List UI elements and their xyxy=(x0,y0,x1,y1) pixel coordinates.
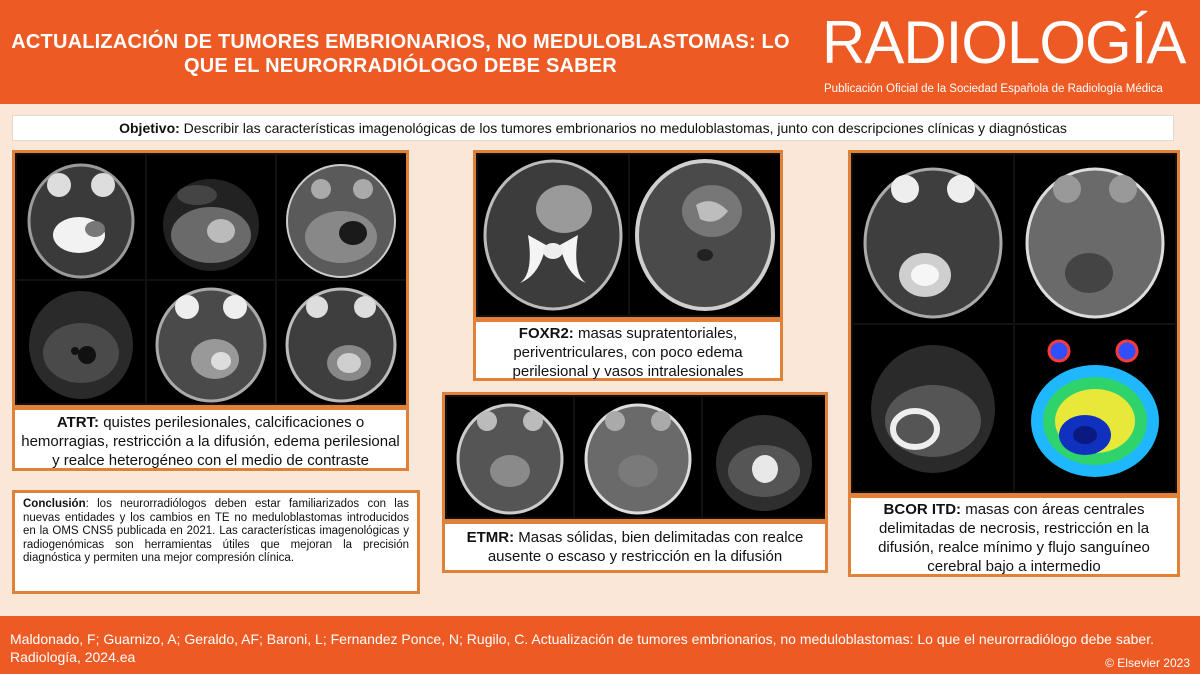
footer-banner xyxy=(0,616,1200,674)
atrt-scan-t2-coronal xyxy=(147,281,275,403)
bcor-scan-t1-contrast xyxy=(1015,155,1175,323)
etmr-text: Masas sólidas, bien delimitadas con realce ausente o escaso y restricción en la difusión xyxy=(487,529,804,565)
etmr-caption xyxy=(442,521,828,573)
conclusion-text: : los neurorradiólogos deben estar familiarizados con las nuevas entidades y los cambios en TE no meduloblastomas introducidos en la OMS CNS5 publicada en 2021. Las características imagenológicas y radiogenómicas son herramientas útiles que mejoran la precisión diagnóstica y permiten una mejor compresión clínica. xyxy=(23,498,409,564)
etmr-image-panel xyxy=(442,392,828,522)
etmr-label: ETMR: xyxy=(466,529,515,546)
foxr2-scan-t1-contrast xyxy=(630,155,780,315)
etmr-scan-dwi xyxy=(703,397,825,517)
bcor-text: masas con áreas centrales delimitadas de necrosis, restricción en la difusión, realce mínimo y flujo sanguíneo cerebral bajo a intermedio xyxy=(878,501,1150,575)
objective-box xyxy=(12,115,1174,141)
atrt-caption xyxy=(12,407,409,471)
foxr2-label: FOXR2: xyxy=(518,325,574,342)
foxr2-text: masas supratentoriales, periventriculares, con poco edema perilesional y vasos intralesionales xyxy=(512,325,744,380)
foxr2-caption xyxy=(473,319,783,381)
journal-brand xyxy=(822,10,1192,100)
atrt-scan-adc xyxy=(277,155,406,279)
bcor-image-panel xyxy=(848,150,1180,496)
atrt-scan-t2-axial xyxy=(17,155,145,279)
atrt-text: quistes perilesionales, calcificaciones o hemorragias, restricción a la difusión, edema perilesional y realce heterogéneo con el medio de contraste xyxy=(21,414,400,469)
copyright-text: © Elsevier 2023 xyxy=(1105,656,1190,670)
bcor-label: BCOR ITD: xyxy=(883,501,962,518)
atrt-label: ATRT: xyxy=(56,414,100,431)
bcor-scan-perfusion-map xyxy=(1015,325,1175,491)
header-banner xyxy=(0,0,1200,104)
bcor-scan-dwi xyxy=(853,325,1013,491)
atrt-scan-t1-contrast xyxy=(277,281,406,403)
conclusion-box xyxy=(12,490,420,594)
objective-text: Describir las características imagenológicas de los tumores embrionarios no meduloblastomas, junto con descripciones clínicas y diagnósticas xyxy=(179,120,1067,136)
foxr2-image-panel xyxy=(473,150,783,320)
journal-subtitle: Publicación Oficial de la Sociedad Española de Radiología Médica xyxy=(824,83,1163,95)
poster-title: ACTUALIZACIÓN DE TUMORES EMBRIONARIOS, NO MEDULOBLASTOMAS: LO QUE EL NEURORRADIÓLOGO DEBE SABER xyxy=(11,31,790,77)
foxr2-scan-t2 xyxy=(478,155,628,315)
bcor-scan-t2 xyxy=(853,155,1013,323)
bcor-caption xyxy=(848,495,1180,577)
atrt-scan-dwi xyxy=(147,155,275,279)
citation-text: Maldonado, F; Guarnizo, A; Geraldo, AF; Baroni, L; Fernandez Ponce, N; Rugilo, C. Actualización de tumores embrionarios, no meduloblastomas: Lo que el neurorradiólogo debe saber. Radiología, 2024.ea xyxy=(10,631,1154,665)
atrt-image-panel xyxy=(12,150,409,408)
journal-logo: RADIOLOGÍA xyxy=(822,9,1186,76)
etmr-scan-flair xyxy=(447,397,573,517)
etmr-scan-t1-contrast xyxy=(575,397,701,517)
objective-label: Objetivo: xyxy=(119,120,180,136)
atrt-scan-swi xyxy=(17,281,145,403)
conclusion-label: Conclusión xyxy=(23,498,86,510)
